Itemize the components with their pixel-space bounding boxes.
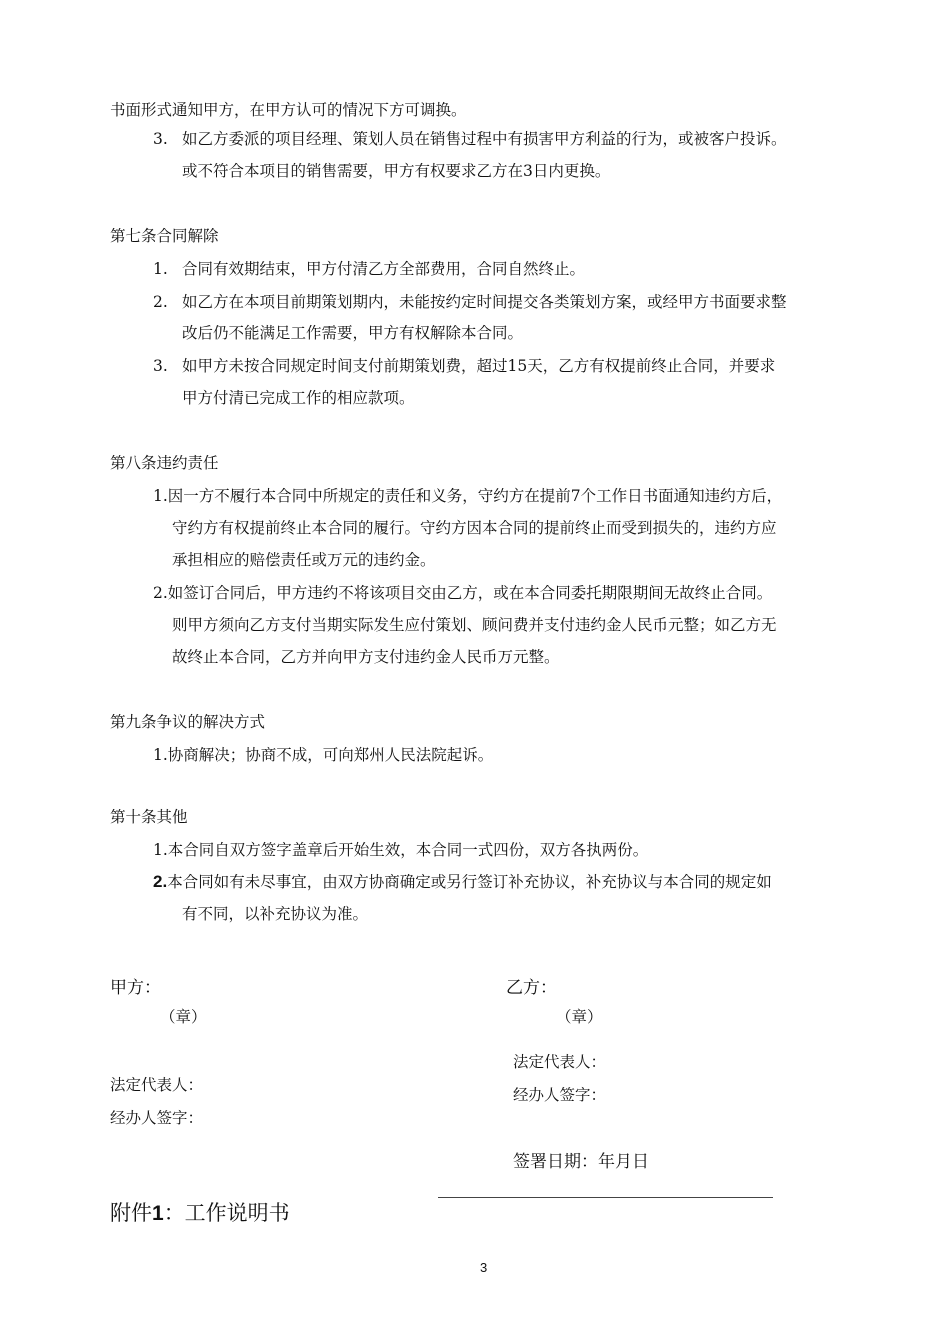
- section6-item3-line1: 如乙方委派的项目经理、策划人员在销售过程中有损害甲方利益的行为，或被客户投诉。: [182, 130, 787, 148]
- section10-item2-number: 2.: [153, 872, 168, 891]
- section6-item3-line2: 或不符合本项目的销售需要，甲方有权要求乙方在3日内更换。: [182, 162, 611, 180]
- section8-item2-line1: 2.如签订合同后，甲方违约不将该项目交由乙方，或在本合同委托期限期间无故终止合同。: [153, 584, 773, 602]
- section8-item1-line2: 守约方有权提前终止本合同的履行。守约方因本合同的提前终止而受到损失的，违约方应: [172, 519, 777, 537]
- attachment-number: 1: [152, 1202, 164, 1225]
- party-b-handler-signature: 经办人签字：: [513, 1086, 607, 1104]
- section6-item3-number: 3.: [153, 130, 168, 148]
- section8-heading: 第八条违约责任: [110, 454, 219, 472]
- section10-item2-line2: 有不同，以补充协议为准。: [182, 905, 369, 923]
- party-a-seal: （章）: [160, 1008, 207, 1026]
- party-a-label: 甲方：: [110, 978, 161, 998]
- section9-item1-line1: 1.协商解决；协商不成，可向郑州人民法院起诉。: [153, 746, 494, 764]
- section10-item2-line1: [153, 872, 772, 892]
- section7-item2-line1: 如乙方在本项目前期策划期内，未能按约定时间提交各类策划方案，或经甲方书面要求整: [182, 293, 787, 311]
- sign-date: 签署日期：年月日: [513, 1152, 649, 1172]
- party-b-label: 乙方：: [506, 978, 557, 998]
- section7-item1-number: 1.: [153, 260, 168, 278]
- section7-item3-number: 3.: [153, 357, 168, 375]
- attachment-suffix: ：工作说明书: [163, 1201, 290, 1225]
- section8-item1-line3: 承担相应的赔偿责任或万元的违约金。: [172, 551, 436, 569]
- party-b-seal: （章）: [556, 1008, 603, 1026]
- section7-item3-line1: 如甲方未按合同规定时间支付前期策划费，超过15天，乙方有权提前终止合同，并要求: [182, 357, 776, 375]
- section7-item2-number: 2.: [153, 293, 168, 311]
- party-a-handler-signature: 经办人签字：: [110, 1109, 204, 1127]
- section7-item3-line2: 甲方付清已完成工作的相应款项。: [182, 389, 415, 407]
- section10-heading: 第十条其他: [110, 808, 188, 826]
- section10-item1-line1: 1.本合同自双方签字盖章后开始生效，本合同一式四份，双方各执两份。: [153, 841, 649, 859]
- party-b-legal-rep: 法定代表人：: [513, 1053, 607, 1071]
- page-number: 3: [480, 1260, 488, 1275]
- party-a-legal-rep: 法定代表人：: [110, 1076, 204, 1094]
- section7-item1-line1: 合同有效期结束，甲方付清乙方全部费用，合同自然终止。: [182, 260, 586, 278]
- section8-item1-line1: 1.因一方不履行本合同中所规定的责任和义务，守约方在提前7个工作日书面通知违约方后，: [153, 487, 783, 505]
- section6-continuation-line: 书面形式通知甲方，在甲方认可的情况下方可调换。: [110, 101, 467, 119]
- attachment-title: [110, 1200, 290, 1227]
- section7-heading: 第七条合同解除: [110, 227, 219, 245]
- section8-item2-line2: 则甲方须向乙方支付当期实际发生应付策划、顾问费并支付违约金人民币元整；如乙方无: [172, 616, 777, 634]
- section8-item2-line3: 故终止本合同，乙方并向甲方支付违约金人民币万元整。: [172, 648, 560, 666]
- section10-item2-text: 本合同如有未尽事宜，由双方协商确定或另行签订补充协议，补充协议与本合同的规定如: [167, 873, 772, 891]
- section9-heading: 第九条争议的解决方式: [110, 713, 266, 731]
- attachment-prefix: 附件: [110, 1201, 152, 1225]
- signature-divider: [438, 1197, 773, 1198]
- section7-item2-line2: 改后仍不能满足工作需要，甲方有权解除本合同。: [182, 324, 524, 342]
